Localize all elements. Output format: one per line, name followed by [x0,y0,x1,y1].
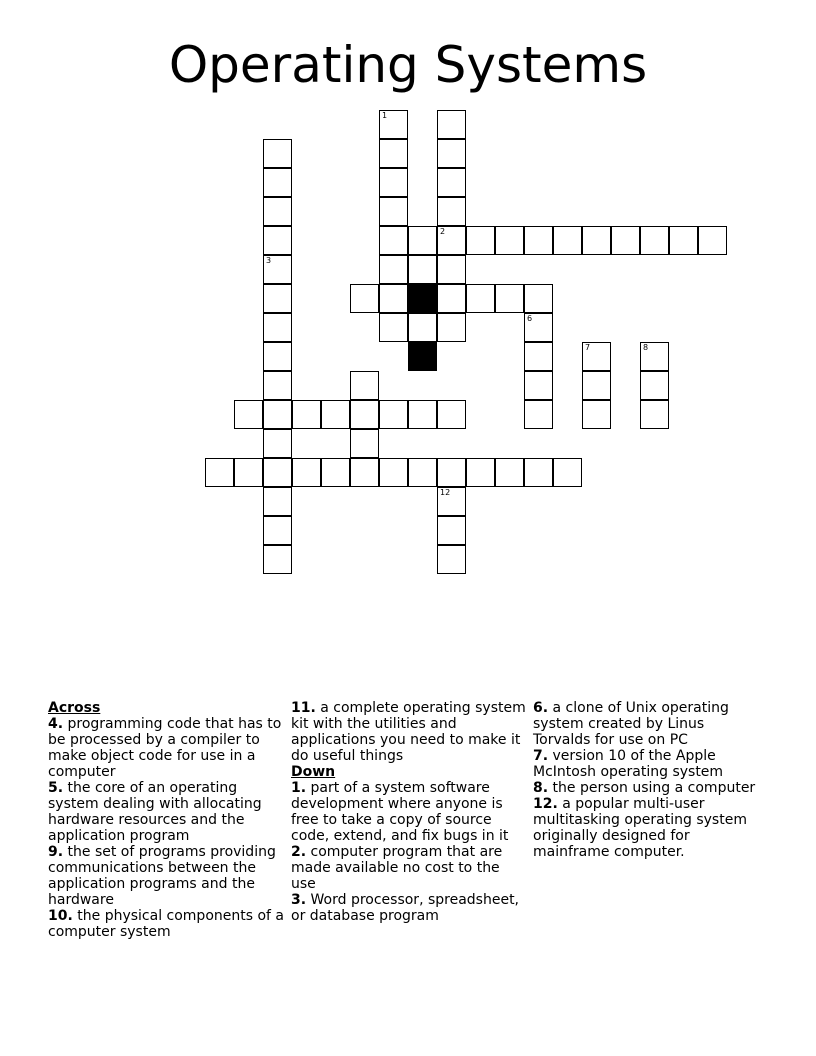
grid-cell[interactable] [640,400,669,429]
grid-cell[interactable] [379,110,408,139]
clue-item [533,796,763,860]
grid-cell[interactable] [669,226,698,255]
clue-text: computer program that are made available no cost to the use [291,844,503,892]
clue-text: a complete operating system kit with the utilities and applications you need to make it do useful things [291,700,526,764]
cell-number: 12 [440,488,451,497]
grid-cell[interactable] [350,400,379,429]
grid-cell[interactable] [582,342,611,371]
grid-cell[interactable] [524,342,553,371]
cell-number: 2 [440,227,446,236]
grid-cell[interactable] [234,458,263,487]
cell-number: 8 [643,343,649,352]
grid-cell[interactable] [379,197,408,226]
grid-cell[interactable] [379,400,408,429]
grid-cell[interactable] [437,255,466,284]
grid-cell[interactable] [263,197,292,226]
clues-column-3 [533,700,763,860]
grid-cell[interactable] [524,313,553,342]
clue-text: programming code that has to be processed by a compiler to make object code for use in a computer [48,716,282,780]
across-clue-list-continued [291,700,527,764]
grid-cell[interactable] [640,371,669,400]
grid-cell[interactable] [408,458,437,487]
grid-cell[interactable] [437,400,466,429]
clue-text: the person using a computer [548,780,756,796]
clue-number: 10. [48,908,73,924]
grid-cell[interactable] [408,226,437,255]
down-clue-list [291,780,527,924]
grid-cell[interactable] [611,226,640,255]
grid-cell[interactable] [321,400,350,429]
grid-cell[interactable] [437,139,466,168]
grid-cell[interactable] [698,226,727,255]
grid-cell[interactable] [292,458,321,487]
clue-item [533,780,763,796]
clue-text: version 10 of the Apple McIntosh operating system [533,748,724,780]
grid-cell[interactable] [524,400,553,429]
grid-cell[interactable] [553,226,582,255]
grid-cell[interactable] [263,139,292,168]
clue-item [291,700,527,764]
clue-item [533,700,763,748]
clue-item [533,748,763,780]
across-clue-list [48,716,284,940]
clue-number: 7. [533,748,549,764]
page-title: Operating Systems [168,36,648,94]
clue-text: the core of an operating system dealing with allocating hardware resources and the application program [48,780,262,844]
grid-cell[interactable] [263,284,292,313]
grid-cell[interactable] [466,458,495,487]
grid-cell[interactable] [437,110,466,139]
clue-item [291,780,527,844]
grid-cell[interactable] [640,226,669,255]
grid-cell[interactable] [350,429,379,458]
clue-number: 5. [48,780,64,796]
clue-text: part of a system software development where anyone is free to take a copy of source code, extend, and fix bugs in it [291,780,509,844]
grid-cell[interactable] [582,400,611,429]
grid-cell[interactable] [263,516,292,545]
clue-text: the set of programs providing communications between the application programs and the hardware [48,844,276,908]
across-heading: Across [48,700,101,716]
grid-cell[interactable] [263,458,292,487]
grid-cell[interactable] [263,342,292,371]
grid-cell[interactable] [263,226,292,255]
cell-number: 3 [266,256,272,265]
grid-cell[interactable] [263,371,292,400]
grid-cell[interactable] [263,545,292,574]
clue-number: 3. [291,892,307,908]
grid-cell[interactable] [495,458,524,487]
grid-cell[interactable] [582,226,611,255]
grid-cell[interactable] [553,458,582,487]
grid-cell[interactable] [379,284,408,313]
clue-item [291,844,527,892]
grid-cell[interactable] [292,400,321,429]
grid-cell[interactable] [437,197,466,226]
grid-cell[interactable] [205,458,234,487]
grid-cell[interactable] [350,371,379,400]
grid-cell[interactable] [408,255,437,284]
grid-cell[interactable] [466,226,495,255]
grid-cell[interactable] [321,458,350,487]
grid-cell[interactable] [524,226,553,255]
clue-number: 12. [533,796,558,812]
grid-block [408,342,437,371]
clue-number: 9. [48,844,64,860]
cell-number: 7 [585,343,591,352]
grid-cell[interactable] [350,284,379,313]
clue-text: Word processor, spreadsheet, or database program [291,892,520,924]
cell-number: 6 [527,314,533,323]
down-clue-list-continued [533,700,763,860]
grid-cell[interactable] [408,400,437,429]
grid-cell[interactable] [379,226,408,255]
grid-cell[interactable] [524,371,553,400]
grid-cell[interactable] [263,429,292,458]
grid-cell[interactable] [437,458,466,487]
clue-item [48,844,284,908]
clue-text: the physical components of a computer system [48,908,285,940]
clue-item [48,780,284,844]
clue-item [291,892,527,924]
clue-number: 6. [533,700,549,716]
grid-cell[interactable] [234,400,263,429]
clue-text: a popular multi-user multitasking operating system originally designed for mainframe computer. [533,796,747,860]
clue-item [48,908,284,940]
down-heading: Down [291,764,336,780]
clue-item [48,716,284,780]
grid-cell[interactable] [640,342,669,371]
clue-number: 8. [533,780,549,796]
grid-cell[interactable] [379,255,408,284]
grid-block [408,284,437,313]
clues-column-2 [291,700,527,924]
grid-cell[interactable] [437,487,466,516]
grid-cell[interactable] [263,168,292,197]
grid-cell[interactable] [437,545,466,574]
grid-cell[interactable] [379,458,408,487]
grid-cell[interactable] [524,284,553,313]
grid-cell[interactable] [466,284,495,313]
grid-cell[interactable] [263,487,292,516]
clue-number: 4. [48,716,64,732]
clue-number: 2. [291,844,307,860]
grid-cell[interactable] [495,284,524,313]
clue-number: 1. [291,780,307,796]
grid-cell[interactable] [437,313,466,342]
grid-cell[interactable] [379,168,408,197]
cell-number: 1 [382,111,388,120]
grid-cell[interactable] [437,168,466,197]
grid-cell[interactable] [350,458,379,487]
grid-cell[interactable] [582,371,611,400]
grid-cell[interactable] [379,313,408,342]
grid-cell[interactable] [263,400,292,429]
clue-number: 11. [291,700,316,716]
grid-cell[interactable] [263,313,292,342]
grid-cell[interactable] [263,255,292,284]
clue-text: a clone of Unix operating system created by Linus Torvalds for use on PC [533,700,729,748]
grid-cell[interactable] [495,226,524,255]
grid-cell[interactable] [437,284,466,313]
grid-cell[interactable] [437,226,466,255]
clues-column-1 [48,700,284,940]
grid-cell[interactable] [437,516,466,545]
grid-cell[interactable] [379,139,408,168]
grid-cell[interactable] [524,458,553,487]
grid-cell[interactable] [408,313,437,342]
